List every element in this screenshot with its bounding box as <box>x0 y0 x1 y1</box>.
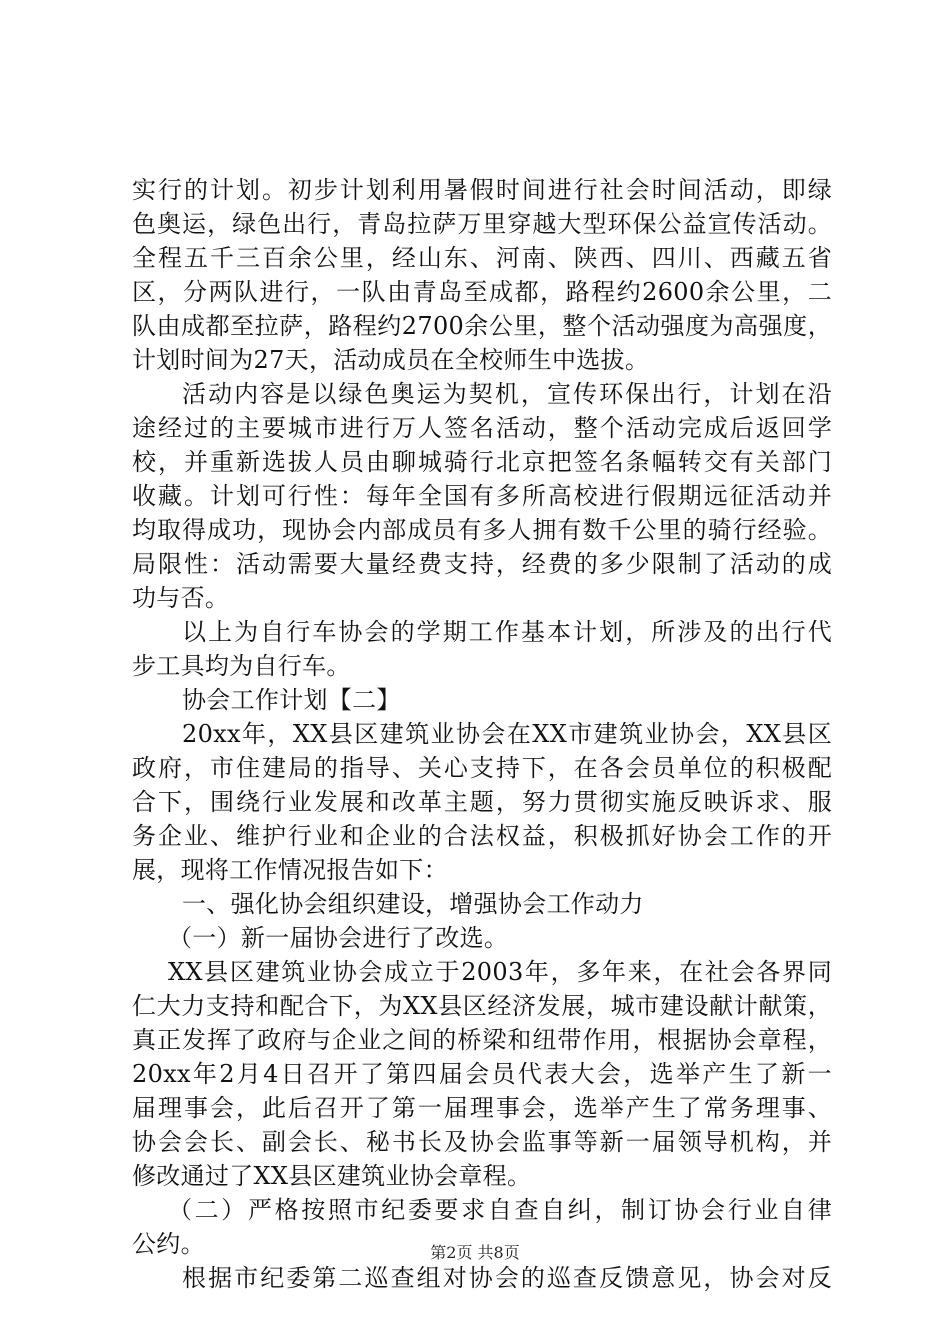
paragraph-line: 务企业、维护行业和企业的合法权益，积极抓好协会工作的开 <box>132 822 832 850</box>
paragraph-line: 展，现将工作情况报告如下： <box>132 856 448 884</box>
page-number-footer: 第2页 共8页 <box>430 1243 520 1262</box>
paragraph-line: 协会会长、副会长、秘书长及协会监事等新一届领导机构，并 <box>132 1128 832 1156</box>
paragraph-line: 收藏。计划可行性：每年全国有多所高校进行假期远征活动并 <box>132 482 832 510</box>
paragraph-line: 色奥运，绿色出行，青岛拉萨万里穿越大型环保公益宣传活动。 <box>132 210 832 238</box>
paragraph-line: 政府，市住建局的指导、关心支持下，在各会员单位的积极配 <box>132 754 832 782</box>
paragraph-line: 公约。 <box>132 1230 205 1258</box>
paragraph-line: 途经过的主要城市进行万人签名活动，整个活动完成后返回学 <box>132 414 832 442</box>
paragraph-line: XX县区建筑业协会成立于2003年，多年来，在社会各界同 <box>168 958 832 986</box>
paragraph-line: 真正发挥了政府与企业之间的桥梁和纽带作用，根据协会章程， <box>132 1026 832 1054</box>
paragraph-line: 均取得成功，现协会内部成员有多人拥有数千公里的骑行经验。 <box>132 516 832 544</box>
paragraph-line: 合下，围绕行业发展和改革主题，努力贯彻实施反映诉求、服 <box>132 788 832 816</box>
paragraph-line: 功与否。 <box>132 584 230 612</box>
subsection-heading: 一、强化协会组织建设，增强协会工作动力 <box>182 890 644 918</box>
paragraph-line: 根据市纪委第二巡查组对协会的巡查反馈意见，协会对反 <box>182 1264 832 1292</box>
paragraph-line: 全程五千三百余公里，经山东、河南、陕西、四川、西藏五省 <box>132 244 832 272</box>
paragraph-line: 计划时间为27天，活动成员在全校师生中选拔。 <box>132 346 650 374</box>
paragraph-line: 仁大力支持和配合下，为XX县区经济发展，城市建设献计献策， <box>132 992 832 1020</box>
document-body <box>132 173 832 1295</box>
paragraph-line: 实行的计划。初步计划利用暑假时间进行社会时间活动，即绿 <box>132 176 832 204</box>
paragraph-line: 区，分两队进行，一队由青岛至成都，路程约2600余公里，二 <box>132 278 832 306</box>
paragraph-line: 活动内容是以绿色奥运为契机，宣传环保出行，计划在沿 <box>182 380 832 408</box>
subsection-heading: （二）严格按照市纪委要求自查自纠，制订协会行业自律 <box>168 1196 832 1224</box>
paragraph-line: 校，并重新选拔人员由聊城骑行北京把签名条幅转交有关部门 <box>132 448 832 476</box>
paragraph-line: 届理事会，此后召开了第一届理事会，选举产生了常务理事、 <box>132 1094 832 1122</box>
section-heading: 协会工作计划【二】 <box>182 686 401 714</box>
paragraph-line: 步工具均为自行车。 <box>132 652 351 680</box>
paragraph-line: 以上为自行车协会的学期工作基本计划，所涉及的出行代 <box>182 618 832 646</box>
paragraph-line: 20xx年，XX县区建筑业协会在XX市建筑业协会，XX县区 <box>182 720 832 748</box>
paragraph-line: 队由成都至拉萨，路程约2700余公里，整个活动强度为高强度， <box>132 312 832 340</box>
paragraph-line: 20xx年2月4日召开了第四届会员代表大会，选举产生了新一 <box>132 1060 832 1088</box>
paragraph-line: 局限性：活动需要大量经费支持，经费的多少限制了活动的成 <box>132 550 832 578</box>
subsection-heading: （一）新一届协会进行了改选。 <box>168 924 509 952</box>
paragraph-line: 修改通过了XX县区建筑业协会章程。 <box>132 1162 532 1190</box>
